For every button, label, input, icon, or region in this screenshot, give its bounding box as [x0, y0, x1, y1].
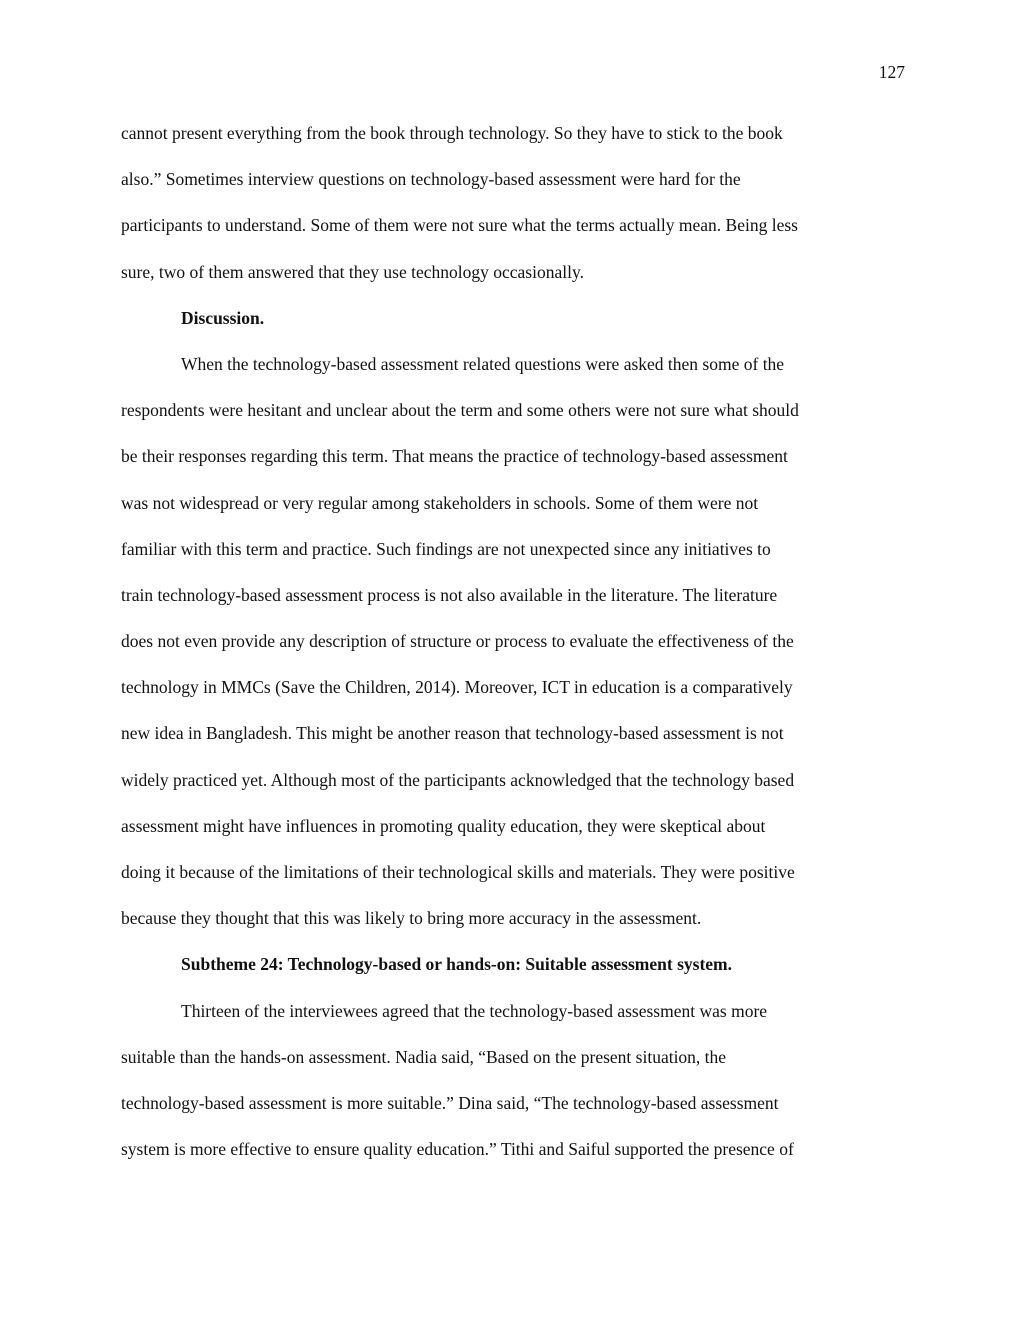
section-heading: Discussion. — [181, 307, 265, 328]
section-heading: Subtheme 24: Technology-based or hands-on: Suitable assessment system. — [181, 954, 733, 975]
text-line: was not widespread or very regular among stakeholders in schools. Some of them were not — [121, 492, 759, 513]
text-line: new idea in Bangladesh. This might be another reason that technology-based assessment is not — [121, 723, 784, 744]
text-line: familiar with this term and practice. Such findings are not unexpected since any initiatives to — [121, 538, 771, 559]
text-line: technology in MMCs (Save the Children, 2014). Moreover, ICT in education is a comparatively — [121, 677, 793, 698]
text-line: cannot present everything from the book through technology. So they have to stick to the book — [121, 123, 783, 143]
text-line: be their responses regarding this term. That means the practice of technology-based assessment — [121, 446, 788, 467]
text-line: does not even provide any description of structure or process to evaluate the effectiveness of the — [121, 631, 794, 652]
text-line: because they thought that this was likely to bring more accuracy in the assessment. — [121, 908, 702, 929]
text-line: widely practiced yet. Although most of the participants acknowledged that the technology based — [121, 769, 795, 790]
text-line: doing it because of the limitations of their technological skills and materials. They were positive — [121, 862, 795, 882]
text-line: system is more effective to ensure quality education.” Tithi and Saiful supported the presence of — [121, 1139, 794, 1160]
body-text — [121, 119, 903, 1181]
text-line: also.” Sometimes interview questions on technology-based assessment were hard for the — [121, 169, 741, 190]
text-line: technology-based assessment is more suitable.” Dina said, “The technology-based assessment — [121, 1092, 779, 1113]
text-line: respondents were hesitant and unclear about the term and some others were not sure what should — [121, 400, 799, 421]
text-line: Thirteen of the interviewees agreed that the technology-based assessment was more — [181, 1000, 768, 1021]
text-line: When the technology-based assessment related questions were asked then some of the — [181, 353, 785, 374]
text-line: assessment might have influences in promoting quality education, they were skeptical about — [121, 815, 766, 836]
text-line: sure, two of them answered that they use technology occasionally. — [121, 261, 584, 282]
text-line: suitable than the hands-on assessment. Nadia said, “Based on the present situation, the — [121, 1046, 727, 1067]
text-line: participants to understand. Some of them were not sure what the terms actually mean. Being less — [121, 215, 798, 236]
page-number: 127 — [878, 62, 905, 82]
text-line: train technology-based assessment process is not also available in the literature. The literature — [121, 584, 778, 605]
